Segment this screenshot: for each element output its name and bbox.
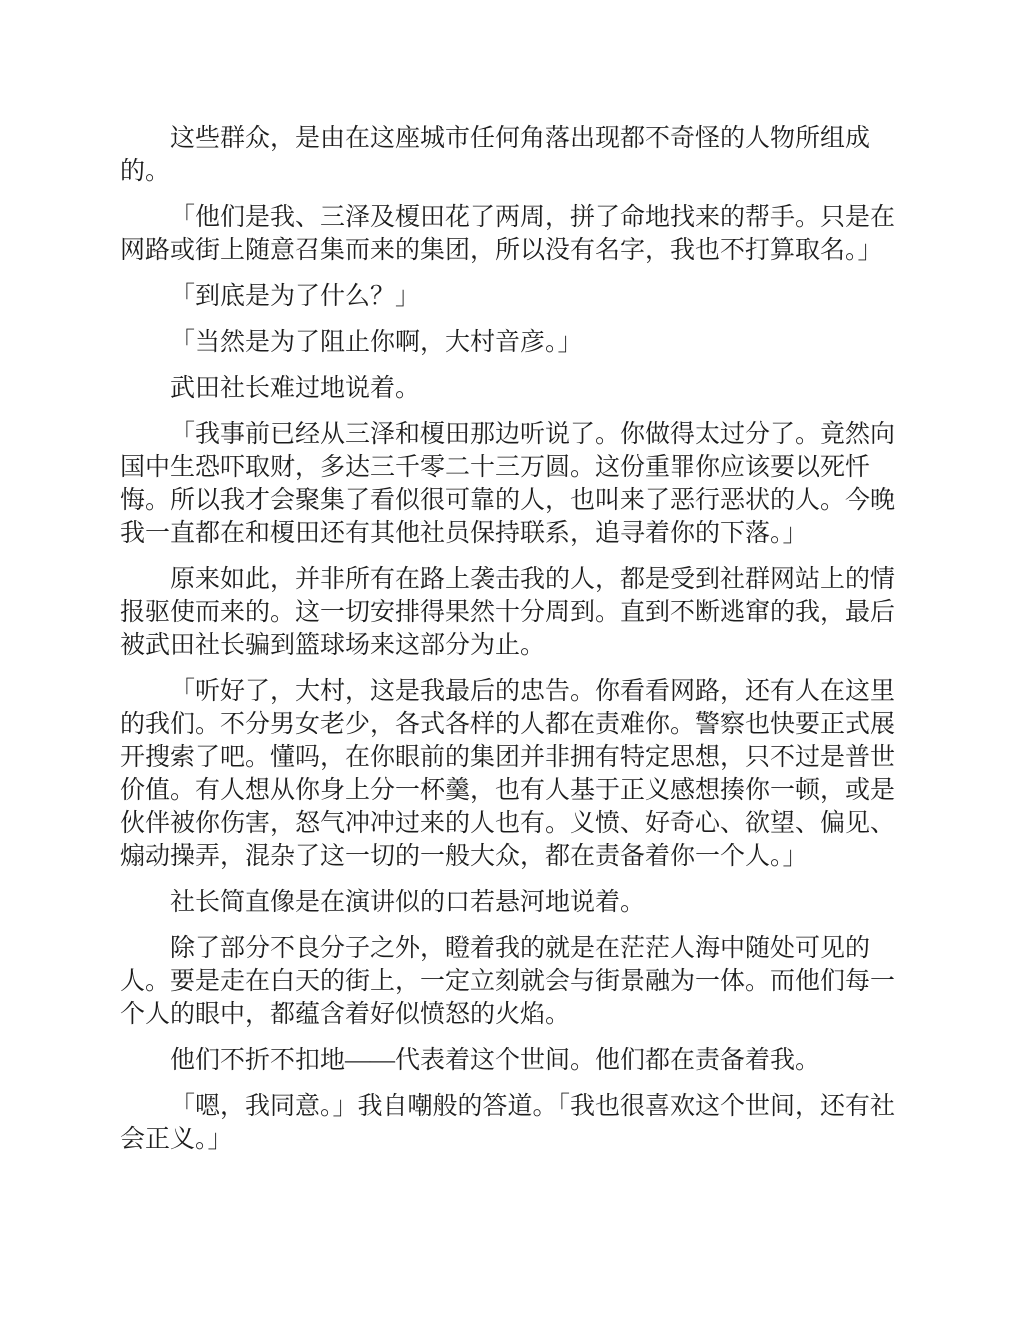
paragraph: 「我事前已经从三泽和榎田那边听说了。你做得太过分了。竟然向国中生恐吓取财，多达三千零二十三万圆。这份重罪你应该要以死忏悔。所以我才会聚集了看似很可靠的人，也叫来了恶行恶状的人。今晚我一直都在和榎田还有其他社员保持联系，追寻着你的下落。」 xyxy=(120,421,896,547)
paragraph: 这些群众，是由在这座城市任何角落出现都不奇怪的人物所组成的。 xyxy=(120,125,871,185)
paragraph: 他们不折不扣地——代表着这个世间。他们都在责备着我。 xyxy=(170,1047,821,1074)
paragraph: 「他们是我、三泽及榎田花了两周，拼了命地找来的帮手。只是在网路或街上随意召集而来的集团，所以没有名字，我也不打算取名。」 xyxy=(120,204,896,264)
paragraph: 武田社长难过地说着。 xyxy=(170,375,421,402)
paragraph: 「嗯，我同意。」我自嘲般的答道。「我也很喜欢这个世间，还有社会正义。」 xyxy=(120,1093,896,1153)
paragraph: 除了部分不良分子之外，瞪着我的就是在茫茫人海中随处可见的人。要是走在白天的街上，一定立刻就会与街景融为一体。而他们每一个人的眼中，都蕴含着好似愤怒的火焰。 xyxy=(120,935,896,1028)
paragraph: 「当然是为了阻止你啊，大村音彦。」 xyxy=(170,329,583,356)
paragraph: 社长简直像是在演讲似的口若悬河地说着。 xyxy=(170,889,646,916)
paragraph: 「听好了，大村，这是我最后的忠告。你看看网路，还有人在这里的我们。不分男女老少，各式各样的人都在责难你。警察也快要正式展开搜索了吧。懂吗，在你眼前的集团并非拥有特定思想，只不过是普世价值。有人想从你身上分一杯羹，也有人基于正义感想揍你一顿，或是伙伴被你伤害，怒气冲冲过来的人也有。义愤、好奇心、欲望、偏见、煽动操弄，混杂了这一切的一般大众，都在责备着你一个人。」 xyxy=(120,678,896,870)
paragraph: 「到底是为了什么？」 xyxy=(170,283,421,310)
text-block xyxy=(120,122,895,1169)
paragraph: 原来如此，并非所有在路上袭击我的人，都是受到社群网站上的情报驱使而来的。这一切安排得果然十分周到。直到不断逃窜的我，最后被武田社长骗到篮球场来这部分为止。 xyxy=(120,566,896,659)
